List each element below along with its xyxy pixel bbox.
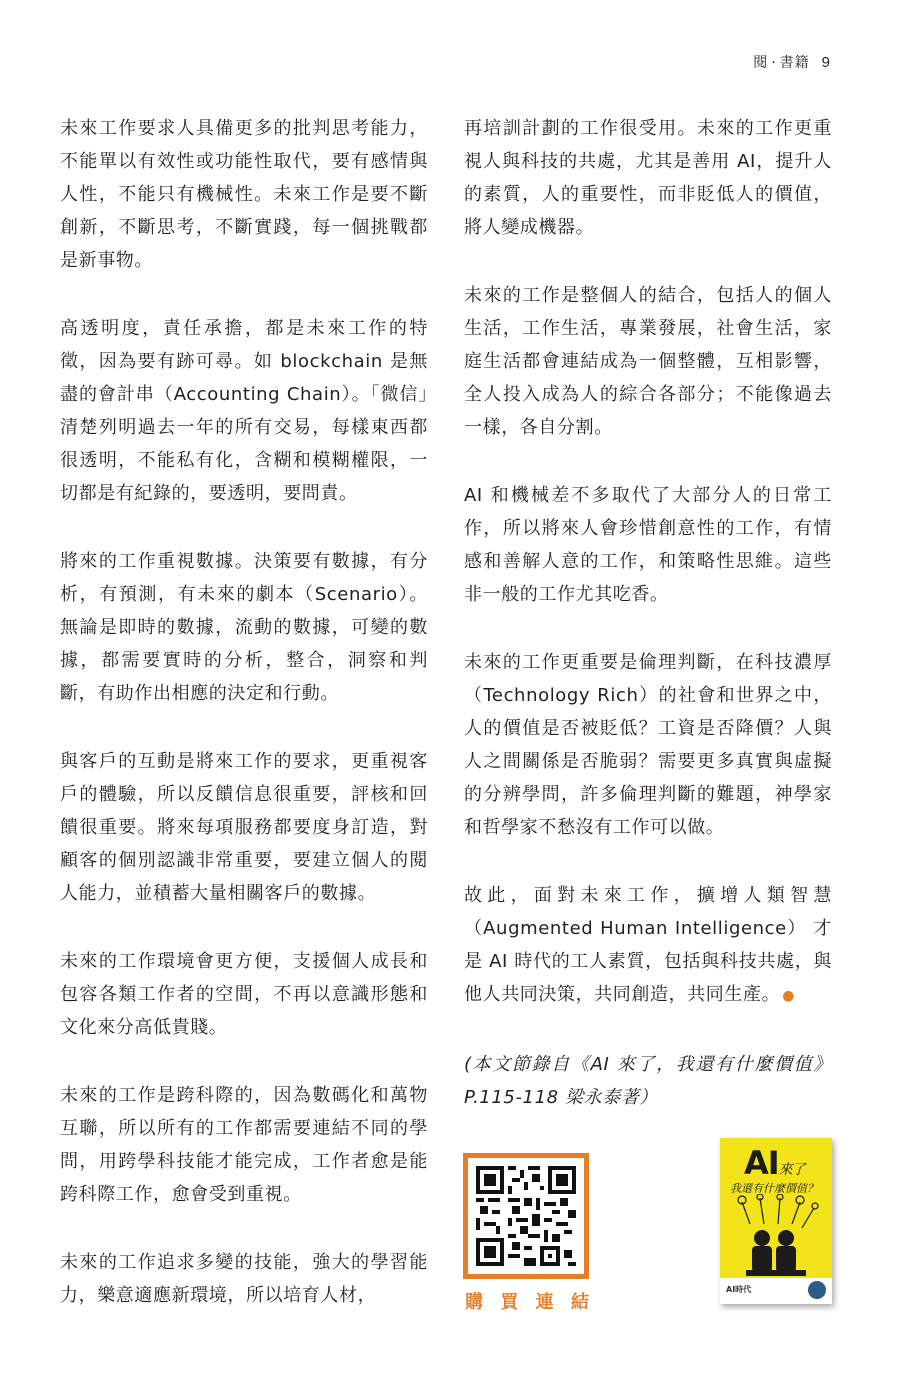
right-column	[464, 112, 832, 1149]
paragraph: 未來的工作是整個人的結合，包括人的個人生活，工作生活，專業發展，社會生活，家庭生活都會連結成為一個整體，互相影響，全人投入成為人的綜合各部分；不能像過去一樣，各自分割。	[464, 285, 832, 438]
author-avatar	[808, 1281, 826, 1299]
purchase-label-char: 買	[500, 1292, 519, 1313]
header-section-2: 書籍	[779, 55, 810, 71]
book-title-ai: AI	[744, 1144, 779, 1182]
apple-logo-icon: ●	[782, 988, 796, 1004]
paragraph: 將來的工作重視數據。決策要有數據，有分析，有預測，有未來的劇本（Scenario）。無論是即時的數據，流動的數據，可變的數據，都需要實時的分析，整合，洞察和判斷，有助作出相應的決定和行動。	[60, 551, 428, 704]
book-subtitle: 我還有什麼價值？	[730, 1182, 818, 1195]
paragraph: 未來的工作是跨科際的，因為數碼化和萬物互聯，所以所有的工作都需要連結不同的學問，用跨學科技能才能完成，工作者愈是能跨科際工作，愈會受到重視。	[60, 1085, 428, 1205]
purchase-label-char: 結	[570, 1292, 589, 1313]
purchase-label-char: 連	[535, 1292, 554, 1313]
paragraph: 高透明度，責任承擔，都是未來工作的特徵，因為要有跡可尋。如 blockchain 是無盡的會計串（Accounting Chain）。「微信」清楚列明過去一年的所有交易，每樣東西都很透明，不能私有化，含糊和模糊權限，一切都是有紀錄的，要透明，要問責。	[60, 318, 428, 504]
paragraph: 未來的工作追求多變的技能，強大的學習能力，樂意適應新環境，所以培育人材，	[60, 1252, 428, 1306]
paragraph: 再培訓計劃的工作很受用。未來的工作更重視人與科技的共處，尤其是善用 AI，提升人的素質，人的重要性，而非貶低人的價值，將人變成機器。	[464, 118, 832, 238]
page-header	[753, 52, 831, 72]
qr-code-icon	[476, 1166, 576, 1266]
paragraph: 未來的工作環境會更方便，支援個人成長和包容各類工作者的空間，不再以意識形態和文化來分高低貴賤。	[60, 951, 428, 1038]
page-number: 9	[821, 54, 831, 71]
book-footer	[720, 1278, 832, 1304]
paragraph: 未來工作要求人具備更多的批判思考能力，不能單以有效性或功能性取代，要有感情與人性，不能只有機械性。未來工作是要不斷創新，不斷思考，不斷實踐，每一個挑戰都是新事物。	[60, 118, 428, 271]
left-column	[60, 112, 428, 1347]
book-series: AI時代	[726, 1285, 752, 1294]
final-paragraph	[464, 879, 832, 1013]
book-title-main	[744, 1144, 805, 1182]
purchase-link-label[interactable]	[463, 1288, 591, 1314]
book-cover	[720, 1138, 832, 1304]
paragraph: AI 和機械差不多取代了大部分人的日常工作，所以將來人會珍惜創意性的工作，有情感和善解人意的工作，和策略性思維。這些非一般的工作尤其吃香。	[464, 485, 832, 605]
paragraph: 未來的工作更重要是倫理判斷，在科技濃厚（Technology Rich）的社會和世界之中，人的價值是否被貶低？工資是否降價？人與人之間關係是否脆弱？需要更多真實與虛擬的分辨學問，許多倫理判斷的難題，神學家和哲學家不愁沒有工作可以做。	[464, 652, 832, 838]
paragraph: 與客戶的互動是將來工作的要求，更重視客戶的體驗，所以反饋信息很重要，評核和回饋很重要。將來每項服務都要度身訂造，對顧客的個別認識非常重要，要建立個人的閱人能力，並積蓄大量相關客戶的數據。	[60, 751, 428, 904]
header-section: 閱	[753, 55, 769, 71]
book-title-script: 來了	[778, 1162, 805, 1178]
qr-code[interactable]	[463, 1153, 589, 1279]
purchase-label-char: 購	[465, 1292, 483, 1313]
book-illustration-icon	[720, 1194, 832, 1284]
header-separator: ·	[771, 55, 777, 71]
final-paragraph-text: 故此，面對未來工作，擴增人類智慧（Augmented Human Intelligence） 才 是 AI 時代的工人素質，包括與科技共處，與他人共同決策，共同創造，共同生產。	[464, 885, 832, 1005]
citation: (本文節錄自《AI 來了，我還有什麼價值》P.115-118 梁永泰著）	[464, 1054, 832, 1108]
purchase-link[interactable]	[463, 1153, 591, 1314]
